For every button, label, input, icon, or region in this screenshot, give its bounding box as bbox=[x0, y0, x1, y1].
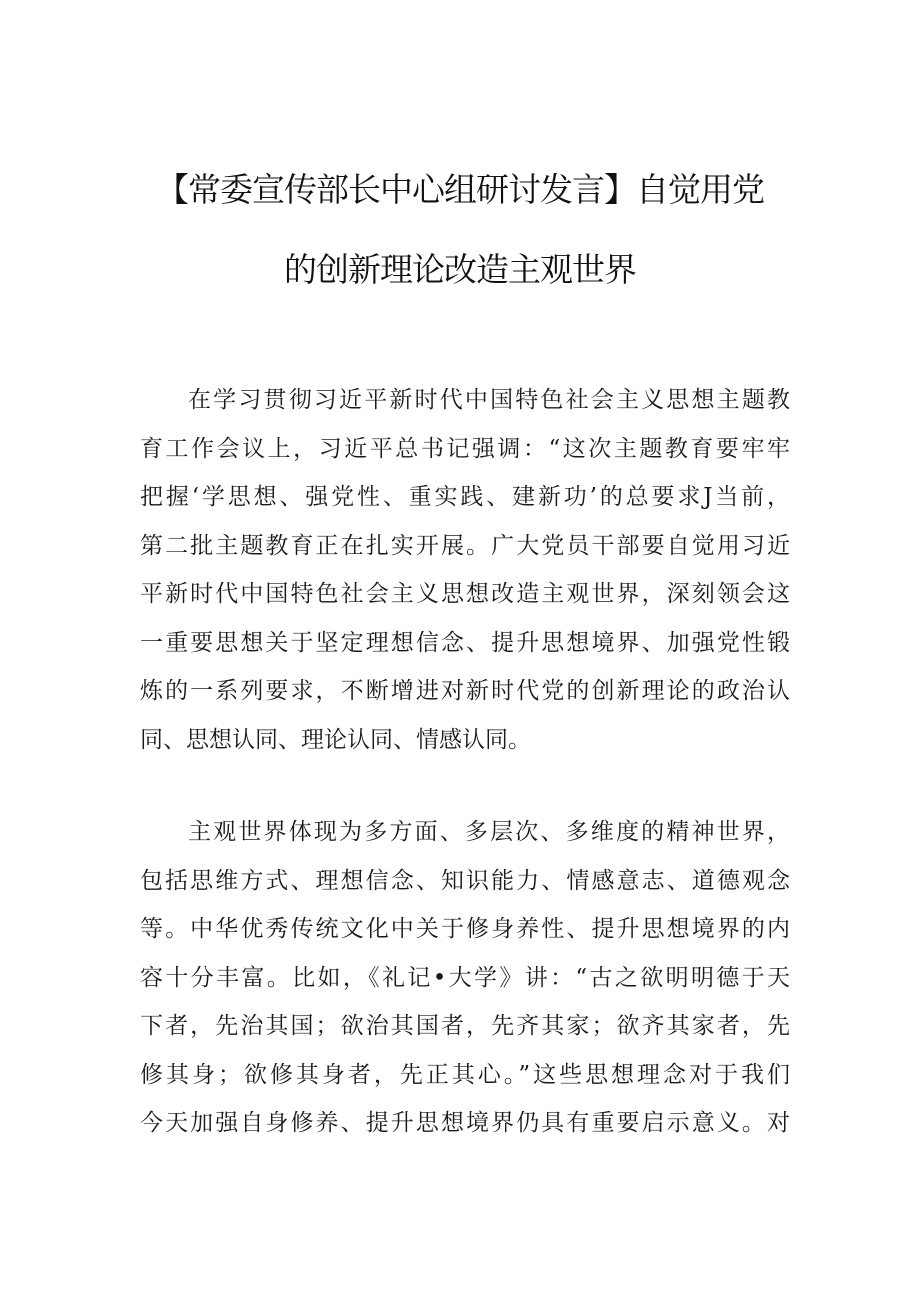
paragraph-line: 第二批主题教育正在扎实开展。广大党员干部要自觉用习近 bbox=[140, 532, 790, 559]
paragraph-line: 修其身；欲修其身者，先正其心。”这些思想理念对于我们 bbox=[140, 1061, 790, 1088]
paragraph-line: 包括思维方式、理想信念、知识能力、情感意志、道德观念 bbox=[140, 867, 790, 894]
paragraph-line: 下者，先治其国；欲治其国者，先齐其家；欲齐其家者，先 bbox=[140, 1013, 790, 1039]
paragraph-line: 今天加强自身修养、提升思想境界仍具有重要启示意义。对 bbox=[140, 1110, 790, 1136]
paragraph-line: 育工作会议上，习近平总书记强调：“这次主题教育要牢牢 bbox=[140, 435, 790, 462]
paragraph-line: 一重要思想关于坚定理想信念、提升思想境界、加强党性锻 bbox=[140, 629, 790, 656]
paragraph-line: 容十分丰富。比如，《礼记•大学》讲：“古之欲明明德于天 bbox=[140, 964, 790, 991]
paragraph-line: 同、思想认同、理论认同、情感认同。 bbox=[140, 726, 531, 753]
paragraph-line: 等。中华优秀传统文化中关于修身养性、提升思想境界的内 bbox=[140, 916, 790, 942]
paragraph-line: 主观世界体现为多方面、多层次、多维度的精神世界， bbox=[188, 819, 790, 845]
document-title-line-1: 【常委宣传部长中心组研讨发言】自觉用党 bbox=[156, 170, 764, 209]
document-title-line-2: 的创新理论改造主观世界 bbox=[284, 250, 636, 289]
paragraph-line: 把握‘学思想、强党性、重实践、建新功’的总要求J当前， bbox=[140, 484, 790, 510]
body-paragraph-2 bbox=[140, 808, 790, 1148]
body-paragraph-1 bbox=[140, 376, 790, 764]
paragraph-line: 炼的一系列要求，不断增进对新时代党的创新理论的政治认 bbox=[140, 678, 790, 704]
paragraph-line: 在学习贯彻习近平新时代中国特色社会主义思想主题教 bbox=[188, 387, 790, 413]
paragraph-line: 平新时代中国特色社会主义思想改造主观世界，深刻领会这 bbox=[140, 581, 790, 607]
